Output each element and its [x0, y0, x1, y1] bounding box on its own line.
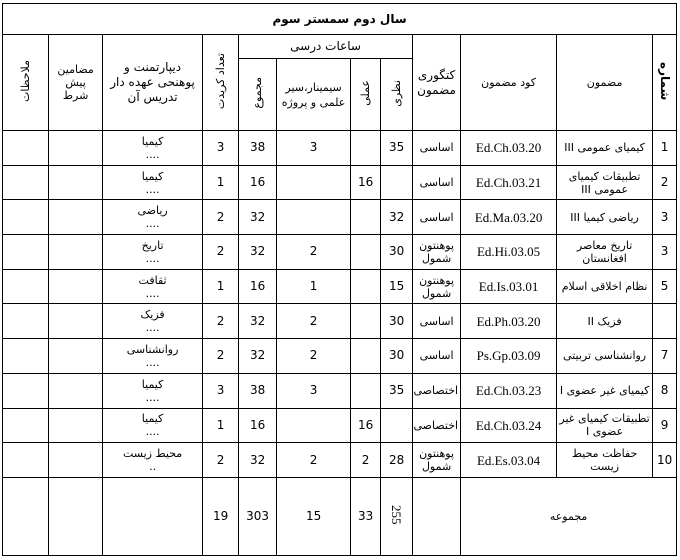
cell-seminar — [277, 408, 351, 443]
cell-theory: 35 — [381, 131, 413, 166]
cell-practical: 16 — [351, 165, 381, 200]
cell-seminar — [277, 165, 351, 200]
cell-total: 16 — [239, 408, 277, 443]
header-total: مجموع — [239, 59, 277, 131]
cell-number: 9 — [653, 408, 677, 443]
department-name: ثقافت — [138, 273, 167, 287]
cell-theory: 35 — [381, 373, 413, 408]
cell-category: پوهنتون شمول — [413, 235, 461, 270]
header-category: کتگوری مضمون — [413, 35, 461, 131]
cell-prereq — [49, 269, 103, 304]
cell-category: اختصاصی — [413, 408, 461, 443]
table-row — [3, 443, 677, 478]
cell-seminar: 3 — [277, 373, 351, 408]
header-notes: ملاحظات — [3, 35, 49, 131]
cell-notes — [3, 269, 49, 304]
cell-credits: 1 — [203, 165, 239, 200]
cell-theory: 30 — [381, 235, 413, 270]
table-row — [3, 165, 677, 200]
cell-seminar: 2 — [277, 304, 351, 339]
cell-category: اختصاصی — [413, 373, 461, 408]
cell-number: 7 — [653, 339, 677, 374]
header-subject: مضمون — [557, 35, 653, 131]
header-department: دیپارتمنت و پوهنحی عهده دار تدریس آن — [103, 35, 203, 131]
cell-category: اساسی — [413, 339, 461, 374]
totals-credits: 19 — [203, 478, 239, 556]
cell-total: 16 — [239, 269, 277, 304]
cell-subject: نظام اخلاقی اسلام — [557, 269, 653, 304]
cell-practical: 2 — [351, 443, 381, 478]
table-row — [3, 131, 677, 166]
cell-prereq — [49, 304, 103, 339]
cell-code: Ed.Ph.03.20 — [461, 304, 557, 339]
cell-department — [103, 408, 203, 443]
header-practical: عملی — [351, 59, 381, 131]
totals-label: مجموعه — [461, 478, 677, 556]
cell-number: 3 — [653, 200, 677, 235]
cell-subject: کیمیای غیر عضوی I — [557, 373, 653, 408]
cell-department — [103, 339, 203, 374]
cell-number: 10 — [653, 443, 677, 478]
cell-subject: روانشناسی تربیتی — [557, 339, 653, 374]
cell-department — [103, 200, 203, 235]
department-placeholder: .... — [145, 251, 160, 265]
cell-credits: 2 — [203, 443, 239, 478]
cell-total: 38 — [239, 131, 277, 166]
cell-prereq — [49, 235, 103, 270]
department-name: کیمیا — [141, 412, 164, 426]
cell-practical — [351, 269, 381, 304]
header-number: شماره — [653, 35, 677, 131]
cell-category: پوهنتون شمول — [413, 269, 461, 304]
cell-seminar: 1 — [277, 269, 351, 304]
cell-department — [103, 269, 203, 304]
department-name: کیمیا — [141, 169, 164, 183]
cell-practical — [351, 131, 381, 166]
curriculum-table — [2, 3, 677, 556]
cell-credits: 2 — [203, 200, 239, 235]
department-placeholder: .... — [145, 182, 160, 196]
cell-number: 5 — [653, 269, 677, 304]
cell-prereq — [49, 131, 103, 166]
cell-number — [653, 304, 677, 339]
cell-prereq — [49, 339, 103, 374]
cell-number: 1 — [653, 131, 677, 166]
cell-theory: 15 — [381, 269, 413, 304]
cell-notes — [3, 304, 49, 339]
totals-seminar: 15 — [277, 478, 351, 556]
cell-total: 32 — [239, 235, 277, 270]
cell-department — [103, 165, 203, 200]
cell-theory: 30 — [381, 339, 413, 374]
cell-category: اساسی — [413, 165, 461, 200]
cell-theory: 28 — [381, 443, 413, 478]
cell-department — [103, 443, 203, 478]
department-name: کیمیا — [141, 377, 164, 391]
department-name: محیط زیست — [122, 447, 183, 461]
department-name: تاریخ — [141, 238, 164, 252]
cell-subject: فزیک II — [557, 304, 653, 339]
cell-subject: کیمیای عمومی III — [557, 131, 653, 166]
department-name: ریاضی — [137, 204, 168, 218]
header-hours-group: ساعات درسی — [239, 35, 413, 59]
cell-total: 32 — [239, 200, 277, 235]
cell-category: پوهنتون شمول — [413, 443, 461, 478]
department-name: کیمیا — [141, 134, 164, 148]
table-row — [3, 304, 677, 339]
cell-subject: حفاظت محیط زیست — [557, 443, 653, 478]
cell-credits: 1 — [203, 408, 239, 443]
department-name: روانشناسی — [126, 342, 179, 356]
cell-code: Ed.Hi.03.05 — [461, 235, 557, 270]
cell-code: Ed.Ch.03.20 — [461, 131, 557, 166]
department-placeholder: .... — [145, 390, 160, 404]
cell-prereq — [49, 443, 103, 478]
cell-notes — [3, 373, 49, 408]
cell-department — [103, 131, 203, 166]
cell-subject: تاریخ معاصر افغانستان — [557, 235, 653, 270]
table-body — [3, 131, 677, 478]
totals-department — [103, 478, 203, 556]
table-row — [3, 200, 677, 235]
cell-notes — [3, 131, 49, 166]
department-placeholder: .... — [145, 355, 160, 369]
cell-number: 3 — [653, 235, 677, 270]
header-prereq: مضامین پیش شرط — [49, 35, 103, 131]
cell-code: Ed.Ch.03.21 — [461, 165, 557, 200]
cell-prereq — [49, 373, 103, 408]
header-credits: تعداد کریدت — [203, 35, 239, 131]
cell-notes — [3, 443, 49, 478]
department-name: فزیک — [140, 308, 165, 322]
header-seminar: سیمینار،سیر علمی و پروژه — [277, 59, 351, 131]
cell-code: Ps.Gp.03.09 — [461, 339, 557, 374]
totals-practical: 33 — [351, 478, 381, 556]
cell-total: 32 — [239, 339, 277, 374]
cell-category: اساسی — [413, 200, 461, 235]
totals-total: 303 — [239, 478, 277, 556]
department-placeholder: .... — [145, 217, 160, 231]
cell-code: Ed.Ch.03.24 — [461, 408, 557, 443]
cell-notes — [3, 200, 49, 235]
cell-seminar: 3 — [277, 131, 351, 166]
table-title: سال دوم سمستر سوم — [3, 4, 677, 35]
cell-seminar: 2 — [277, 443, 351, 478]
cell-department — [103, 304, 203, 339]
cell-practical — [351, 235, 381, 270]
cell-practical — [351, 304, 381, 339]
cell-code: Ed.Ch.03.23 — [461, 373, 557, 408]
cell-credits: 1 — [203, 269, 239, 304]
totals-category — [413, 478, 461, 556]
curriculum-table-wrapper — [2, 3, 676, 556]
cell-code: Ed.Ma.03.20 — [461, 200, 557, 235]
cell-code: Ed.Is.03.01 — [461, 269, 557, 304]
table-row — [3, 408, 677, 443]
table-row — [3, 373, 677, 408]
cell-notes — [3, 235, 49, 270]
cell-theory: 32 — [381, 200, 413, 235]
cell-practical: 16 — [351, 408, 381, 443]
totals-row — [3, 478, 677, 556]
cell-theory — [381, 165, 413, 200]
cell-theory — [381, 408, 413, 443]
department-placeholder: .... — [145, 425, 160, 439]
cell-number: 2 — [653, 165, 677, 200]
cell-number: 8 — [653, 373, 677, 408]
cell-total: 16 — [239, 165, 277, 200]
totals-notes — [3, 478, 49, 556]
cell-practical — [351, 373, 381, 408]
cell-practical — [351, 200, 381, 235]
cell-subject: تطبیقات کیمیای عمومی III — [557, 165, 653, 200]
cell-credits: 2 — [203, 235, 239, 270]
cell-practical — [351, 339, 381, 374]
cell-department — [103, 373, 203, 408]
cell-code: Ed.Es.03.04 — [461, 443, 557, 478]
department-placeholder: .... — [145, 286, 160, 300]
totals-prereq — [49, 478, 103, 556]
table-row — [3, 235, 677, 270]
cell-notes — [3, 408, 49, 443]
cell-seminar: 2 — [277, 339, 351, 374]
cell-seminar: 2 — [277, 235, 351, 270]
cell-category: اساسی — [413, 131, 461, 166]
cell-credits: 3 — [203, 131, 239, 166]
cell-notes — [3, 339, 49, 374]
cell-credits: 2 — [203, 339, 239, 374]
cell-credits: 3 — [203, 373, 239, 408]
cell-total: 32 — [239, 304, 277, 339]
cell-subject: ریاضی کیمیا III — [557, 200, 653, 235]
cell-total: 32 — [239, 443, 277, 478]
cell-seminar — [277, 200, 351, 235]
cell-prereq — [49, 165, 103, 200]
header-code: کود مضمون — [461, 35, 557, 131]
cell-subject: تطبیقات کیمیای غیر عضوی I — [557, 408, 653, 443]
cell-prereq — [49, 408, 103, 443]
department-placeholder: .. — [149, 460, 157, 474]
cell-notes — [3, 165, 49, 200]
cell-department — [103, 235, 203, 270]
cell-credits: 2 — [203, 304, 239, 339]
header-theory: نظری — [381, 59, 413, 131]
cell-prereq — [49, 200, 103, 235]
cell-category: اساسی — [413, 304, 461, 339]
cell-total: 38 — [239, 373, 277, 408]
table-row — [3, 269, 677, 304]
cell-theory: 30 — [381, 304, 413, 339]
department-placeholder: .... — [145, 147, 160, 161]
department-placeholder: .... — [145, 321, 160, 335]
totals-theory: 255 — [381, 478, 413, 556]
table-row — [3, 339, 677, 374]
